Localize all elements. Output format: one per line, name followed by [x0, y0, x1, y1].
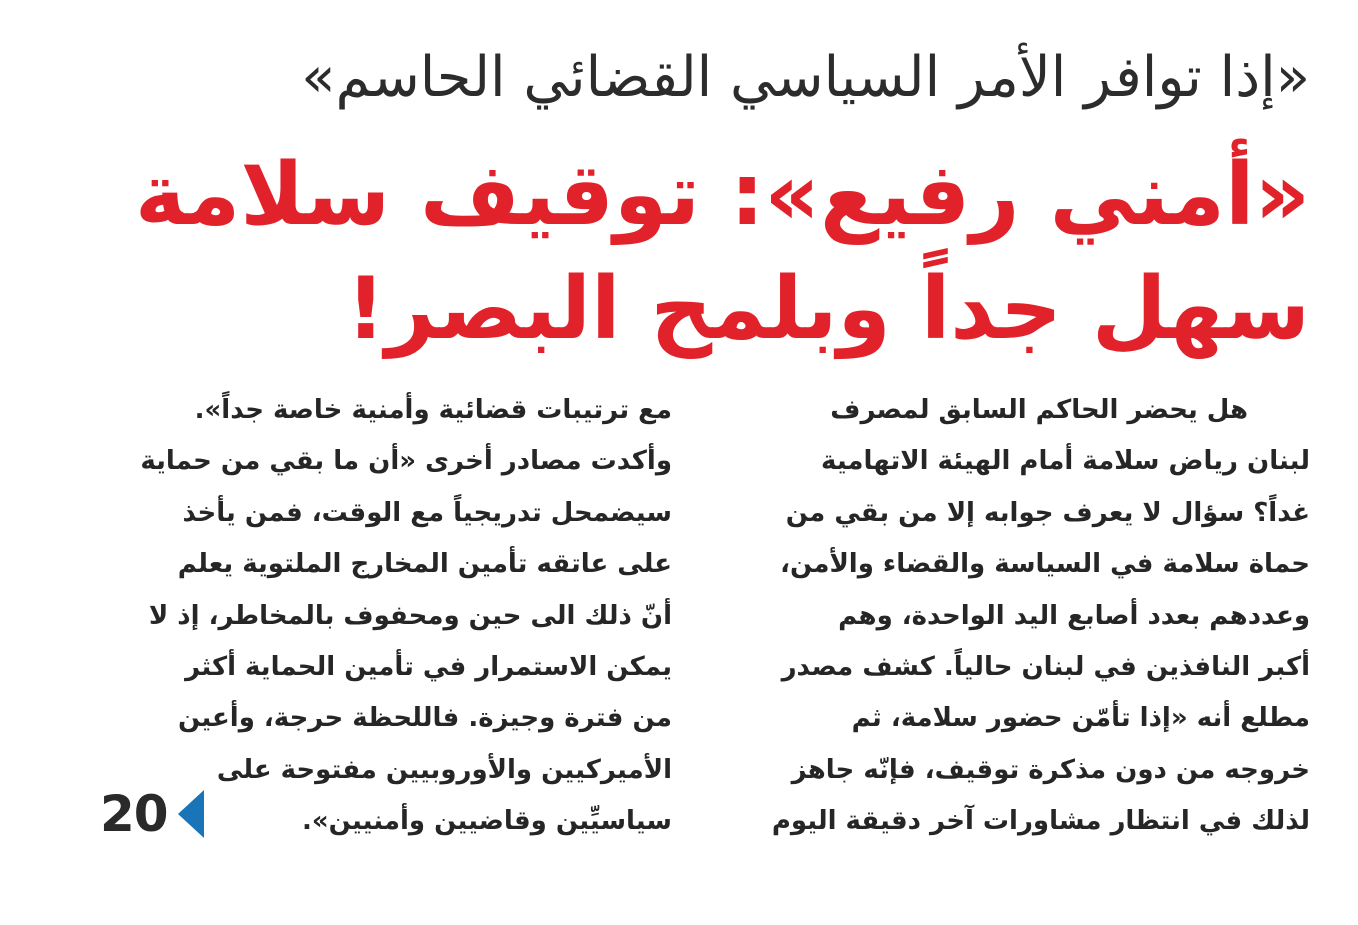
body-line: وعددهم بعدد أصابع اليد الواحدة، وهم — [838, 600, 1310, 631]
body-line: أنّ ذلك الى حين ومحفوف بالمخاطر، إذ لا — [148, 600, 672, 631]
body-column-left — [104, 385, 672, 848]
body-line: سياسيِّين وقاضيين وأمنيين». — [301, 806, 672, 837]
headline — [134, 138, 1310, 366]
body-line: وأكدت مصادر أخرى «أن ما بقي من حماية — [140, 446, 672, 477]
page-arrow-icon — [178, 790, 204, 838]
body-column-right — [742, 385, 1310, 848]
page-marker — [100, 786, 204, 842]
body-line: لذلك في انتظار مشاورات آخر دقيقة اليوم — [771, 806, 1310, 837]
body-line: الأميركيين والأوروبيين مفتوحة على — [216, 754, 672, 785]
body-line: غداً؟ سؤال لا يعرف جوابه إلا من بقي من — [785, 497, 1310, 528]
body-line: مع ترتيبات قضائية وأمنية خاصة جداً». — [194, 395, 672, 425]
kicker-quote: «إذا توافر الأمر السياسي القضائي الحاسم» — [301, 45, 1310, 110]
headline-line-2: سهل جداً وبلمح البصر! — [346, 259, 1310, 359]
body-line: حماة سلامة في السياسة والقضاء والأمن، — [780, 549, 1310, 580]
body-line: لبنان رياض سلامة أمام الهيئة الاتهامية — [821, 446, 1310, 477]
headline-line-1: «أمني رفيع»: توقيف سلامة — [134, 145, 1310, 245]
body-line: سيضمحل تدريجياً مع الوقت، فمن يأخذ — [182, 497, 672, 528]
body-line: من فترة وجيزة. فاللحظة حرجة، وأعين — [178, 703, 672, 734]
page-number: 20 — [100, 785, 168, 843]
body-line: أكبر النافذين في لبنان حالياً. كشف مصدر — [781, 651, 1310, 682]
body-line: يمكن الاستمرار في تأمين الحماية أكثر — [185, 651, 672, 682]
body-line: خروجه من دون مذكرة توقيف، فإنّه جاهز — [791, 754, 1310, 785]
body-line: هل يحضر الحاكم السابق لمصرف — [830, 395, 1248, 425]
body-line: مطلع أنه «إذا تأمّن حضور سلامة، ثم — [851, 703, 1310, 734]
body-line: على عاتقه تأمين المخارج الملتوية يعلم — [177, 549, 672, 580]
